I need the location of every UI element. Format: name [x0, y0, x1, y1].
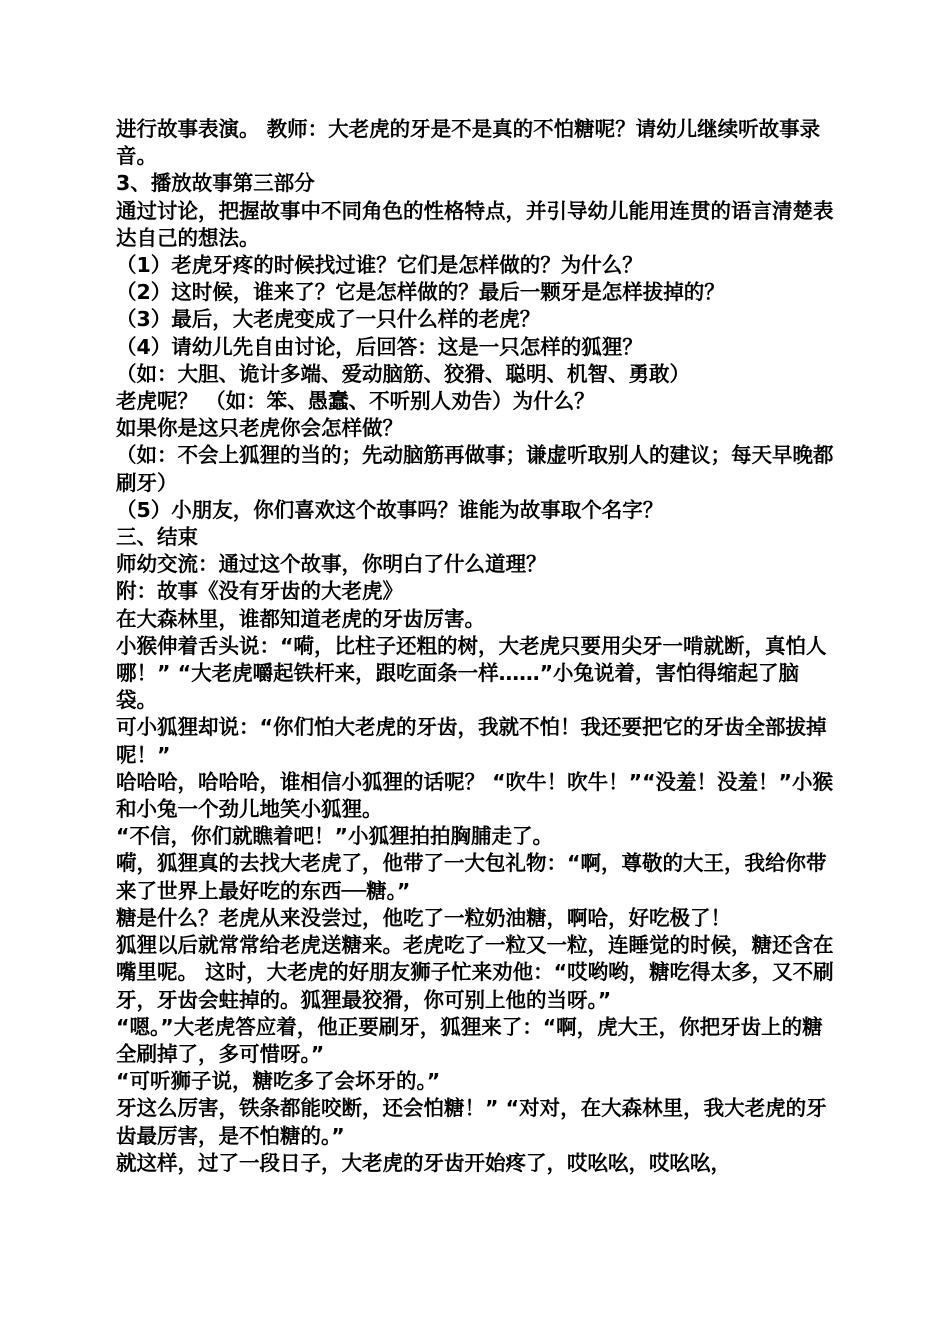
story-paragraph: 在大森林里，谁都知道老虎的牙齿厉害。: [116, 606, 485, 631]
paragraph: 通过讨论，把握故事中不同角色的性格特点，并引导幼儿能用连贯的语言清楚表达自己的想法。: [116, 198, 834, 250]
story-paragraph: 糖是什么？老虎从来没尝过，他吃了一粒奶油糖，啊哈，好吃极了！: [116, 905, 731, 930]
story-paragraph: “可听狮子说，糖吃多了会坏牙的。”: [116, 1069, 441, 1094]
section-heading: 3、播放故事第三部分: [116, 171, 315, 196]
paragraph: 进行故事表演。 教师：大老虎的牙是不是真的不怕糖呢？请幼儿继续听故事录音。: [116, 117, 821, 169]
paragraph: 老虎呢？ （如：笨、愚蠢、不听别人劝告）为什么？: [116, 389, 595, 414]
section-heading: 三、结束: [116, 525, 198, 550]
question-item: （4）请幼儿先自由讨论，后回答：这是一只怎样的狐狸？: [116, 334, 643, 359]
question-item: （3）最后，大老虎变成了一只什么样的老虎？: [116, 307, 541, 332]
story-paragraph: 哈哈哈，哈哈哈，谁相信小狐狸的话呢？ “吹牛！吹牛！”“没羞！没羞！”小猴和小兔一个劲儿地笑小狐狸。: [116, 769, 834, 822]
story-paragraph: 可小狐狸却说：“你们怕大老虎的牙齿，我就不怕！我还要把它的牙齿全部拔掉呢！”: [116, 715, 827, 767]
paragraph: 师幼交流：通过这个故事，你明白了什么道理？: [116, 552, 547, 577]
question-item: （1）老虎牙疼的时候找过谁？它们是怎样做的？为什么？: [116, 253, 643, 278]
paragraph: （如：不会上狐狸的当的；先动脑筋再做事；谦虚听取别人的建议；每天早晚都刷牙）: [116, 443, 834, 495]
story-title: 附：故事《没有牙齿的大老虎》: [116, 579, 403, 604]
question-item: （2）这时候，谁来了？它是怎样做的？最后一颗牙是怎样拔掉的？: [116, 280, 725, 305]
story-paragraph: 狐狸以后就常常给老虎送糖来。老虎吃了一粒又一粒，连睡觉的时候，糖还含在嘴里呢。 这时，大老虎的好朋友狮子忙来劝他：“哎哟哟，糖吃得太多，又不刷牙，牙齿会蛀掉的。狐狸最狡猾，你可别上他的当呀。”: [116, 933, 834, 1012]
paragraph: 如果你是这只老虎你会怎样做？: [116, 416, 403, 441]
story-paragraph: 嗬，狐狸真的去找大老虎了，他带了一大包礼物：“啊，尊敬的大王，我给你带来了世界上最好吃的东西──糖。”: [116, 851, 827, 903]
question-item: （5）小朋友，你们喜欢这个故事吗？谁能为故事取个名字？: [116, 497, 664, 522]
story-paragraph: 牙这么厉害，铁条都能咬断，还会怕糖！” “对对，在大森林里，我大老虎的牙齿最厉害，是不怕糖的。”: [116, 1096, 827, 1148]
story-paragraph: “嗯。”大老虎答应着，他正要刷牙，狐狸来了：“啊，虎大王，你把牙齿上的糖全刷掉了，多可惜呀。”: [116, 1014, 823, 1066]
document-body: [116, 116, 840, 1177]
paragraph: （如：大胆、诡计多端、爱动脑筋、狡猾、聪明、机智、勇敢）: [116, 361, 690, 386]
story-paragraph: 小猴伸着舌头说：“嗬，比柱子还粗的树，大老虎只要用尖牙一啃就断，真怕人哪！” “大老虎嚼起铁杆来，跟吃面条一样……”小兔说着，害怕得缩起了脑袋。: [116, 633, 827, 713]
story-paragraph: 就这样，过了一段日子，大老虎的牙齿开始疼了，哎吆吆，哎吆吆，: [116, 1150, 731, 1175]
story-paragraph: “不信，你们就瞧着吧！”小狐狸拍拍胸脯走了。: [116, 824, 553, 849]
